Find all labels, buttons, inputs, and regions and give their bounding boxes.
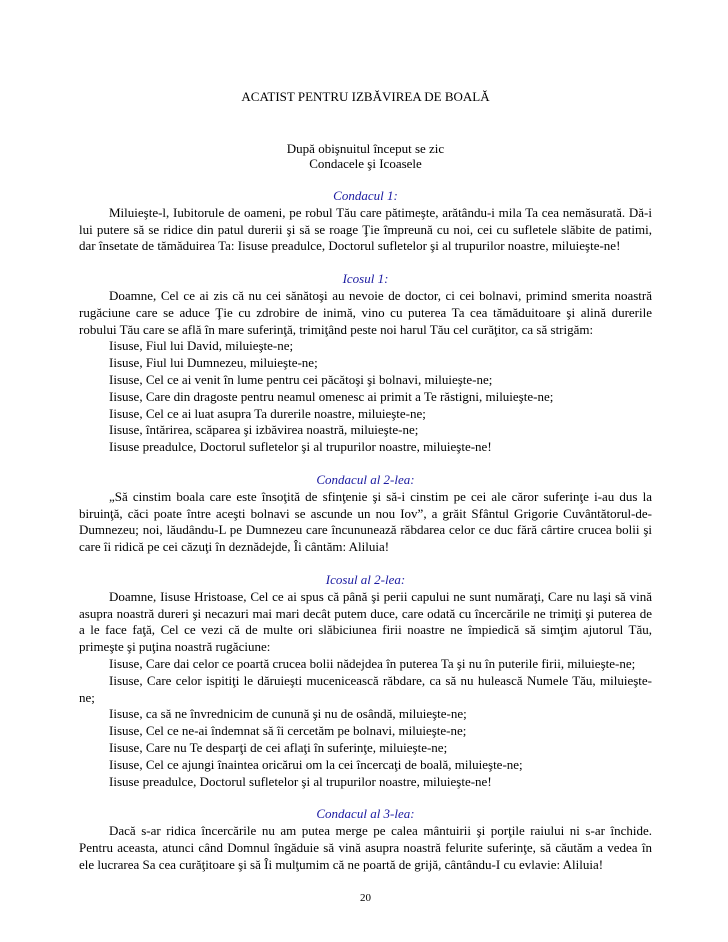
invocation-line: Iisuse, Fiul lui David, miluieşte-ne;	[109, 338, 294, 354]
paragraph: Doamne, Cel ce ai zis că nu cei sănătoşi au nevoie de doctor, ci cei bolnavi, primind smerita noastră rugăciune care se aduce Ţie cu zdrobire de inimă, vino cu puterea Ta cea tămăduitoare şi alină durerile robului Tău care se află în mare suferinţă, trimiţând peste noi harul Tău cel curăţitor, ca să strigăm:	[79, 287, 652, 337]
document-title: ACATIST PENTRU IZBĂVIREA DE BOALĂ	[241, 89, 490, 104]
section-heading: Condacul 1:	[333, 188, 398, 203]
invocation-line: Iisuse, ca să ne învrednicim de cunună şi nu de osândă, miluieşte-ne;	[109, 706, 467, 722]
invocation-line: Iisuse, Care nu Te desparţi de cei aflaţi în suferinţe, miluieşte-ne;	[109, 739, 448, 755]
invocation-line: Iisuse, Care dai celor ce poartă crucea bolii nădejdea în puterea Ta şi nu în puterile firii, miluieşte-ne;	[109, 655, 636, 671]
paragraph: Dacă s-ar ridica încercările nu am putea merge pe calea mântuirii şi porţile raiului ni s-ar închide. Pentru aceasta, atunci când Domnul îngăduie să vină asupra noastră felurite suferinţe, să căutăm a vedea în ele lucrarea Sa cea curăţitoare şi să Îi mulţumim că ne poartă de grijă, cântându-I cu evlavie: Aliluia!	[79, 823, 652, 872]
invocation-line: Iisuse, Cel ce ai venit în lume pentru cei păcătoşi şi bolnavi, miluieşte-ne;	[109, 371, 493, 387]
invocation-line: Iisuse, Care celor ispitiţi le dăruieşti mucenicească răbdare, ca să nu hulească Numele Tău, miluieşte-ne;	[79, 672, 652, 705]
section-heading: Icosul 1:	[342, 271, 389, 287]
paragraph: Doamne, Iisuse Hristoase, Cel ce ai spus că până şi perii capului ne sunt număraţi, Care nu laşi să vină asupra noastră dureri şi necazuri mai mari decât putem duce, care odată cu încercările ne trimiţi şi puterea de a le face faţă, Cel ce vezi că de multe ori slăbiciunea firii noastre ne împiedică să simţim ajutorul Tău, primeşte şi puţina noastră rugăciune:	[79, 588, 652, 655]
invocation-line: Iisuse, întărirea, scăparea şi izbăvirea noastră, miluieşte-ne;	[109, 422, 419, 438]
invocation-line: Iisuse, Care din dragoste pentru neamul omenesc ai primit a Te răstigni, miluieşte-ne;	[109, 388, 554, 404]
section-heading: Icosul al 2-lea:	[325, 571, 406, 587]
invocation-line: Iisuse, Cel ce ajungi înaintea oricărui om la cei încercaţi de boală, miluieşte-ne;	[109, 756, 523, 772]
invocation-line: Iisuse, Fiul lui Dumnezeu, miluieşte-ne;	[109, 355, 318, 371]
document-body	[79, 188, 652, 873]
invocation-line: Iisuse preadulce, Doctorul sufletelor şi al trupurilor noastre, miluieşte-ne!	[109, 439, 492, 455]
paragraph: „Să cinstim boala care este însoţită de sfinţenie şi să-i cinstim pe cei ale căror suferinţe i-au dus la biruinţă, căci poate între aceşti bolnavi se ascunde un nou Iov”, a grăit Sfântul Grigorie Cuvântătorul-de-Dumnezeu; noi, lăudându-L pe Dumnezeu care încununează răbdarea celor ce duc fără cârtire crucea bolii şi care îi ridică pe cei căzuţi în deznădejde, Îi cântăm: Aliluia!	[79, 488, 652, 555]
section-heading: Condacul al 2-lea:	[316, 471, 415, 487]
paragraph: Miluieşte-l, Iubitorule de oameni, pe robul Tău care pătimeşte, arătându-i mila Ta cea nemăsurată. Dă-i lui putere să se ridice din patul durerii şi să se roage Ţie împreună cu noi, cei cu sufletele slăbite de patimi, dar însetate de tămăduirea Ta: Iisuse preadulce, Doctorul sufletelor şi al trupurilor noastre, miluieşte-ne!	[79, 204, 652, 254]
intro-line: După obişnuitul început se zic	[286, 141, 445, 156]
section-heading: Condacul al 3-lea:	[316, 806, 415, 822]
invocation-line: Iisuse, Cel ce ne-ai îndemnat să îi cercetăm pe bolnavi, miluieşte-ne;	[109, 723, 467, 739]
invocation-line: Iisuse, Cel ce ai luat asupra Ta durerile noastre, miluieşte-ne;	[109, 405, 426, 421]
intro-line: Condacele şi Icoasele	[309, 156, 422, 171]
invocation-line: Iisuse preadulce, Doctorul sufletelor şi al trupurilor noastre, miluieşte-ne!	[109, 773, 492, 789]
page-number: 20	[360, 892, 371, 904]
intro-block	[79, 141, 652, 171]
